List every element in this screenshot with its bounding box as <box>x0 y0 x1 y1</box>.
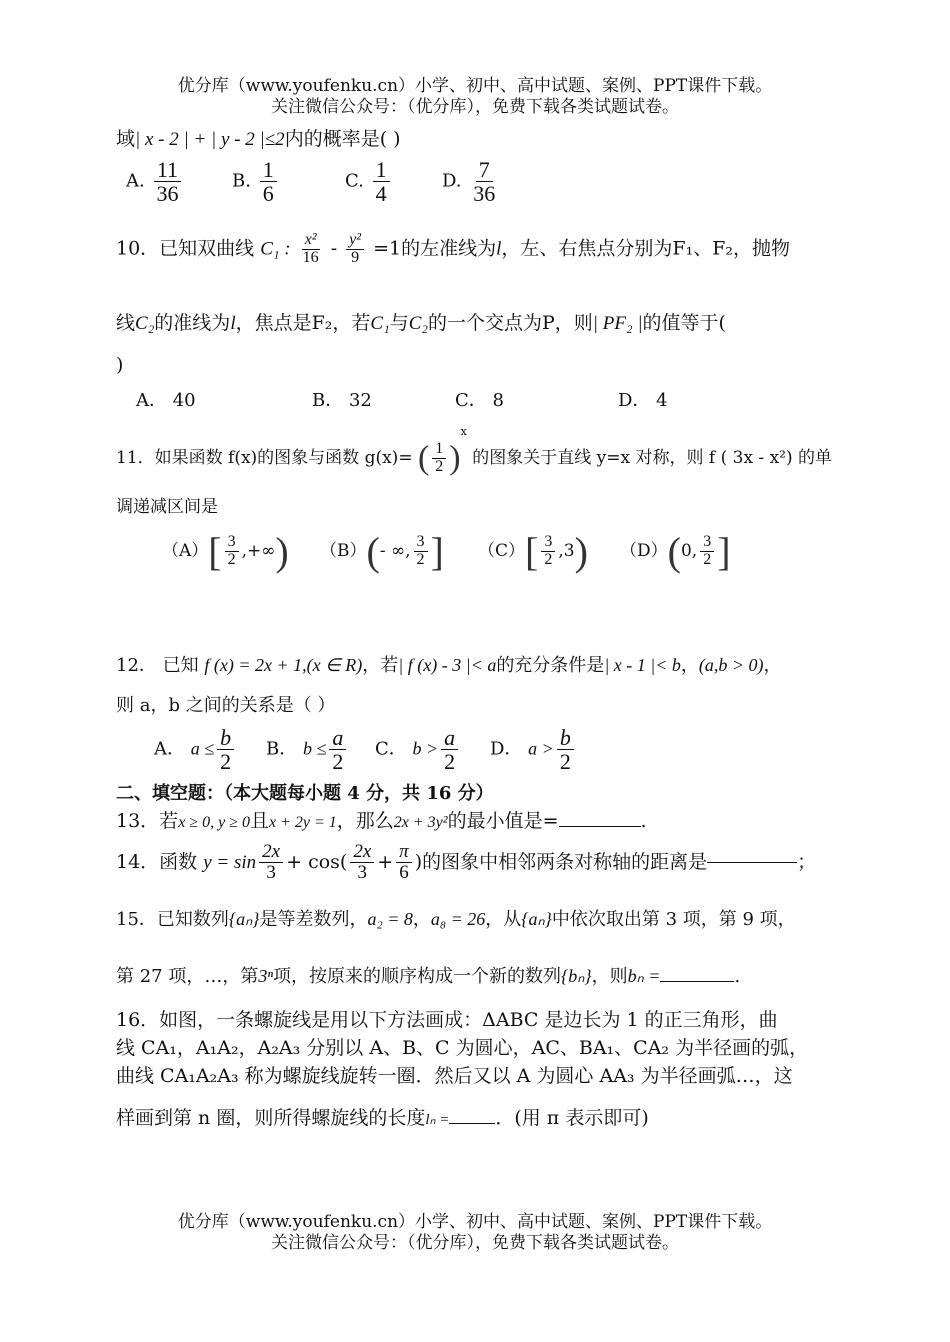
q11-option-b: （B）(- ∞, $\frac{3}{2}$ ] <box>320 529 444 574</box>
section-2-title: 二、填空题：（本大题每小题 4 分，共 16 分） <box>116 783 494 804</box>
q11-option-d: （D）(0, $\frac{3}{2}$ ] <box>620 529 731 574</box>
q12-line-1: 12． 已知 f (x) = 2x + 1,(x ∈ R)，若| f (x) - 3 |< a的充分条件是| x - 1 |< b，(a,b > 0)， <box>116 655 782 676</box>
q11-option-a: （A）[ $\frac{3}{2}$ ,+∞) <box>162 529 289 574</box>
q11-line-1: 11．如果函数 f(x)的图象与函数 g(x)= ( $\frac{1}{2}$ )$^x$ 的图象关于直线 y=x 对称，则 f ( 3x - x²) 的单 <box>116 425 833 477</box>
q10-option-a: A． 40 <box>136 390 196 411</box>
q10-line-1: 10．已知双曲线 C₁ : $\frac{\text{x²}}{16}$ - $\frac{\text{y²}}{9}$ =1的左准线为l，左、右焦点分别为F₁、F₂，抛物 <box>116 231 791 266</box>
fraction: $\frac{11}{36}$ <box>153 158 181 205</box>
q16-line-3: 曲线 CA₁A₂A₃ 称为螺旋线旋转一圈．然后又以 A 为圆心 AA₃ 为半径画弧…，这 <box>116 1065 793 1087</box>
q15-line-1: 15．已知数列{aₙ}是等差数列，a₂ = 8，a₈ = 26，从{aₙ}中依次取出第 3 项，第 9 项， <box>116 909 796 930</box>
q9-option-a: A. $\frac{11}{36}$ <box>126 158 184 205</box>
q14-answer-blank[interactable] <box>707 862 797 863</box>
q10-line-3: ) <box>116 354 124 376</box>
q12-option-a: A． a ≤ $\frac{b}{2}$ <box>154 726 237 773</box>
q16-line-2: 线 CA₁，A₁A₂，A₂A₃ 分别以 A、B、C 为圆心，AC、BA₁、CA₂ 为半径画的弧， <box>116 1037 809 1059</box>
footer-line-1: 优分库（www.youfenku.cn）小学、初中、高中试题、案例、PPT课件下载。 <box>177 1212 773 1232</box>
fraction: $\frac{1}{6}$ <box>260 158 277 205</box>
q13-answer-blank[interactable] <box>559 826 641 827</box>
q15-answer-blank[interactable] <box>660 981 734 982</box>
q14: 14．函数 y = sin $\frac{2x}{3}$ + cos( $\frac{2x}{3}$ + $\frac{\pi}{6}$ )的图象中相邻两条对称轴的距离是 ； <box>116 841 817 883</box>
header-line-2: 关注微信公众号：（优分库），免费下载各类试题试卷。 <box>271 97 679 117</box>
q11-line-2: 调递减区间是 <box>116 497 218 517</box>
q9-option-c: C. $\frac{1}{4}$ <box>345 158 393 205</box>
q10-option-d: D． 4 <box>618 390 668 411</box>
q16-answer-blank[interactable] <box>449 1123 495 1124</box>
header-line-1: 优分库（www.youfenku.cn）小学、初中、高中试题、案例、PPT课件下载。 <box>177 76 773 96</box>
q13: 13．若x ≥ 0, y ≥ 0且x + 2y = 1，那么2x + 3y²的最小值是= . <box>116 810 647 832</box>
q9-option-b: B. $\frac{1}{6}$ <box>232 158 280 205</box>
q10-option-b: B． 32 <box>312 390 372 411</box>
q15-line-2: 第 27 项，…，第3ⁿ项，按原来的顺序构成一个新的数列{bₙ}，则bₙ = . <box>116 966 741 987</box>
q12-option-b: B． b ≤ $\frac{a}{2}$ <box>266 726 349 773</box>
footer-line-2: 关注微信公众号：（优分库），免费下载各类试题试卷。 <box>271 1233 679 1253</box>
q10-option-c: C． 8 <box>455 390 504 411</box>
q10-line-2: 线C₂的准线为l，焦点是F₂，若C₁与C₂的一个交点为P，则| PF₂ |的值等于( <box>116 312 726 334</box>
fraction: $\frac{1}{4}$ <box>373 158 390 205</box>
q12-option-c: C． b > $\frac{a}{2}$ <box>375 726 461 773</box>
q9-option-d: D. $\frac{7}{36}$ <box>442 158 501 205</box>
q12-option-d: D． a > $\frac{b}{2}$ <box>490 726 577 773</box>
q16-line-4: 样画到第 n 圈，则所得螺旋线的长度lₙ = ．(用 π 表示即可) <box>116 1107 649 1129</box>
fraction: $\frac{7}{36}$ <box>473 157 496 207</box>
q9-stem: 域| x - 2 | + | y - 2 |≤2内的概率是( ) <box>116 128 401 150</box>
q16-line-1: 16．如图，一条螺旋线是用以下方法画成：ΔABC 是边长为 1 的正三角形，曲 <box>116 1009 778 1031</box>
q11-option-c: （C）[ $\frac{3}{2}$ ,3) <box>478 529 588 574</box>
q12-line-2: 则 a，b 之间的关系是（ ） <box>116 695 336 716</box>
